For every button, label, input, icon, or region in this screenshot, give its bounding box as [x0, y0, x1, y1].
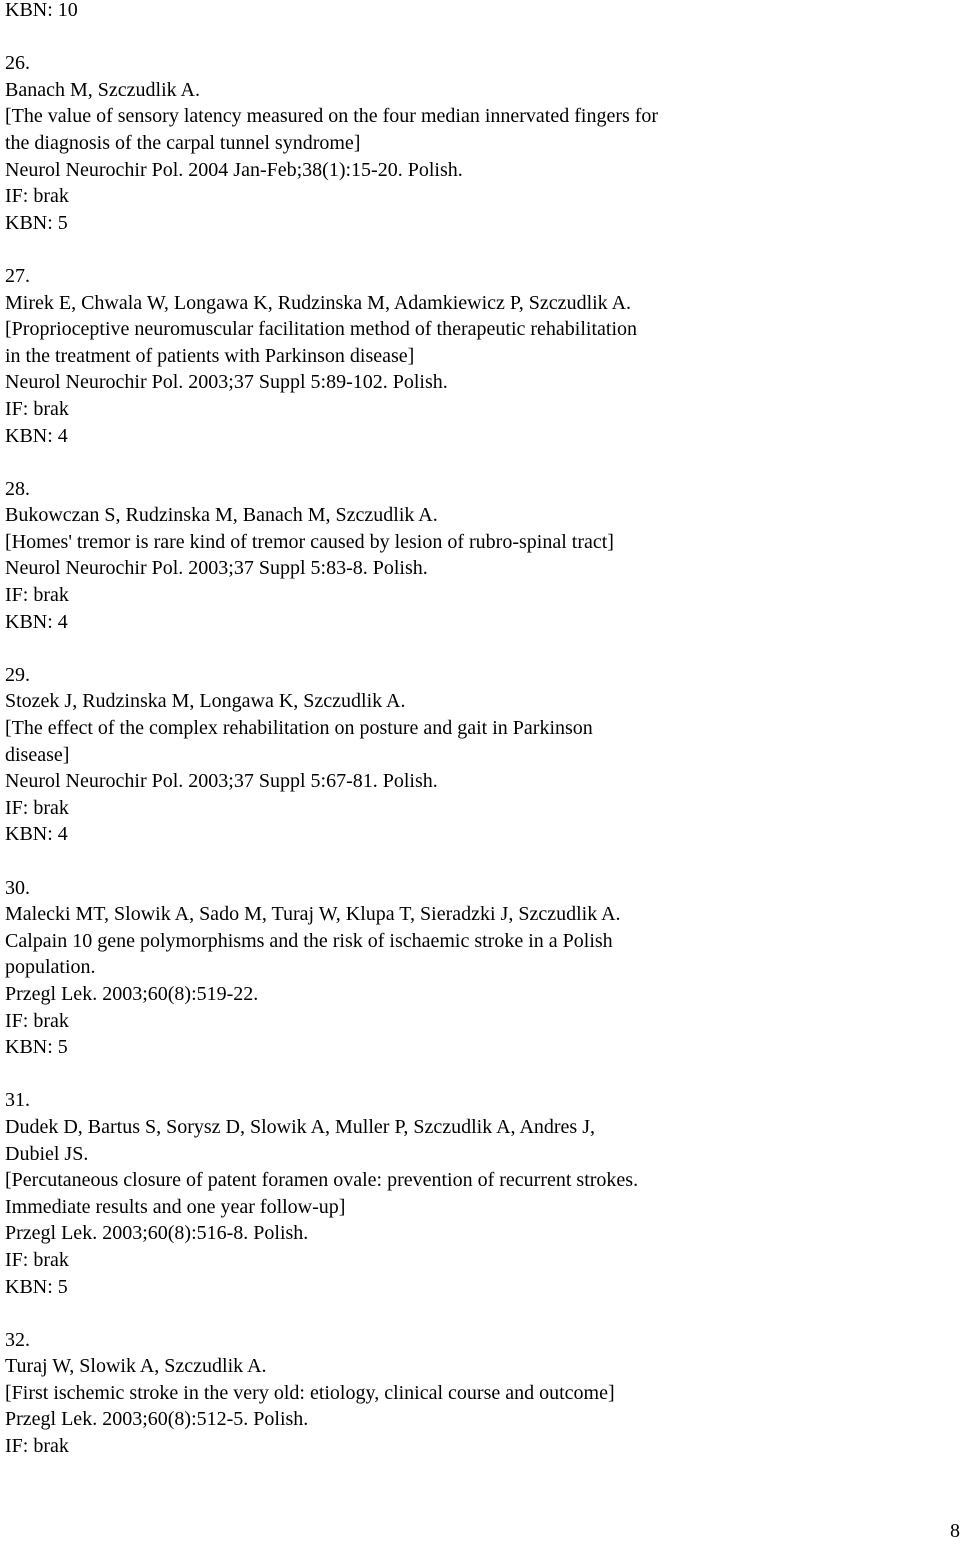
entry-impact-factor: IF: brak	[5, 1248, 69, 1271]
entry-title-line: [Percutaneous closure of patent foramen ovale: prevention of recurrent strokes.	[5, 1169, 639, 1192]
entry-impact-factor: IF: brak	[5, 584, 69, 607]
entry-number: 26.	[5, 52, 30, 75]
entry-kbn: KBN: 5	[5, 211, 68, 234]
entry-impact-factor: IF: brak	[5, 185, 69, 208]
entry-title-line: Immediate results and one year follow-up]	[5, 1195, 346, 1218]
spacer	[5, 236, 945, 263]
entry-authors: Mirek E, Chwala W, Longawa K, Rudzinska M, Adamkiewicz P, Szczudlik A.	[5, 291, 632, 314]
entry-authors: Banach M, Szczudlik A.	[5, 78, 200, 101]
previous-entry-kbn: KBN: 10	[5, 0, 78, 21]
reference-entry-30	[5, 875, 945, 1061]
entry-title-line: [The value of sensory latency measured on the four median innervated fingers for	[5, 105, 659, 128]
entry-kbn: KBN: 4	[5, 610, 68, 633]
spacer	[5, 24, 945, 51]
entry-title-line: in the treatment of patients with Parkinson disease]	[5, 344, 415, 367]
spacer	[5, 1300, 945, 1327]
document-page	[5, 0, 945, 1460]
entry-authors: Malecki MT, Slowik A, Sado M, Turaj W, Klupa T, Sieradzki J, Szczudlik A.	[5, 903, 621, 926]
entry-citation: Przegl Lek. 2003;60(8):512-5. Polish.	[5, 1408, 309, 1431]
entry-kbn: KBN: 5	[5, 1036, 68, 1059]
entry-citation: Neurol Neurochir Pol. 2003;37 Suppl 5:89-102. Polish.	[5, 371, 448, 394]
entry-title-line: the diagnosis of the carpal tunnel syndrome]	[5, 131, 361, 154]
entry-citation: Neurol Neurochir Pol. 2003;37 Suppl 5:83-8. Polish.	[5, 557, 428, 580]
reference-entry-28	[5, 476, 945, 636]
entry-number: 28.	[5, 477, 30, 500]
entry-impact-factor: IF: brak	[5, 1435, 69, 1458]
spacer	[5, 848, 945, 875]
entry-authors: Dubiel JS.	[5, 1142, 89, 1165]
entry-title-line: [First ischemic stroke in the very old: etiology, clinical course and outcome]	[5, 1381, 615, 1404]
reference-entry-32	[5, 1327, 945, 1460]
reference-entry-26	[5, 50, 945, 236]
entry-authors: Dudek D, Bartus S, Sorysz D, Slowik A, Muller P, Szczudlik A, Andres J,	[5, 1115, 595, 1138]
reference-entry-27	[5, 263, 945, 449]
entry-title-line: [Proprioceptive neuromuscular facilitation method of therapeutic rehabilitation	[5, 318, 638, 341]
reference-entry-31	[5, 1087, 945, 1300]
entry-authors: Turaj W, Slowik A, Szczudlik A.	[5, 1355, 267, 1378]
entry-kbn: KBN: 4	[5, 823, 68, 846]
entry-kbn: KBN: 4	[5, 424, 68, 447]
entry-citation: Neurol Neurochir Pol. 2004 Jan-Feb;38(1):15-20. Polish.	[5, 158, 463, 181]
entry-citation: Neurol Neurochir Pol. 2003;37 Suppl 5:67-81. Polish.	[5, 770, 438, 793]
entry-citation: Przegl Lek. 2003;60(8):519-22.	[5, 982, 259, 1005]
entry-title-line: population.	[5, 956, 96, 979]
entry-citation: Przegl Lek. 2003;60(8):516-8. Polish.	[5, 1222, 309, 1245]
reference-entry-29	[5, 662, 945, 848]
entry-title-line: Calpain 10 gene polymorphisms and the risk of ischaemic stroke in a Polish	[5, 929, 613, 952]
entry-impact-factor: IF: brak	[5, 397, 69, 420]
entry-kbn: KBN: 5	[5, 1275, 68, 1298]
entry-impact-factor: IF: brak	[5, 1009, 69, 1032]
entry-title-line: [The effect of the complex rehabilitation on posture and gait in Parkinson	[5, 717, 593, 740]
entry-number: 30.	[5, 876, 30, 899]
entry-title-line: disease]	[5, 743, 70, 766]
spacer	[5, 1061, 945, 1088]
entry-authors: Stozek J, Rudzinska M, Longawa K, Szczudlik A.	[5, 690, 406, 713]
page-number: 8	[950, 1520, 960, 1542]
spacer	[5, 449, 945, 476]
entry-number: 29.	[5, 663, 30, 686]
entry-impact-factor: IF: brak	[5, 796, 69, 819]
entry-title-line: [Homes' tremor is rare kind of tremor caused by lesion of rubro-spinal tract]	[5, 530, 614, 553]
entry-number: 31.	[5, 1089, 30, 1112]
entry-number: 27.	[5, 264, 30, 287]
spacer	[5, 635, 945, 662]
entry-number: 32.	[5, 1328, 30, 1351]
entry-authors: Bukowczan S, Rudzinska M, Banach M, Szczudlik A.	[5, 504, 438, 527]
